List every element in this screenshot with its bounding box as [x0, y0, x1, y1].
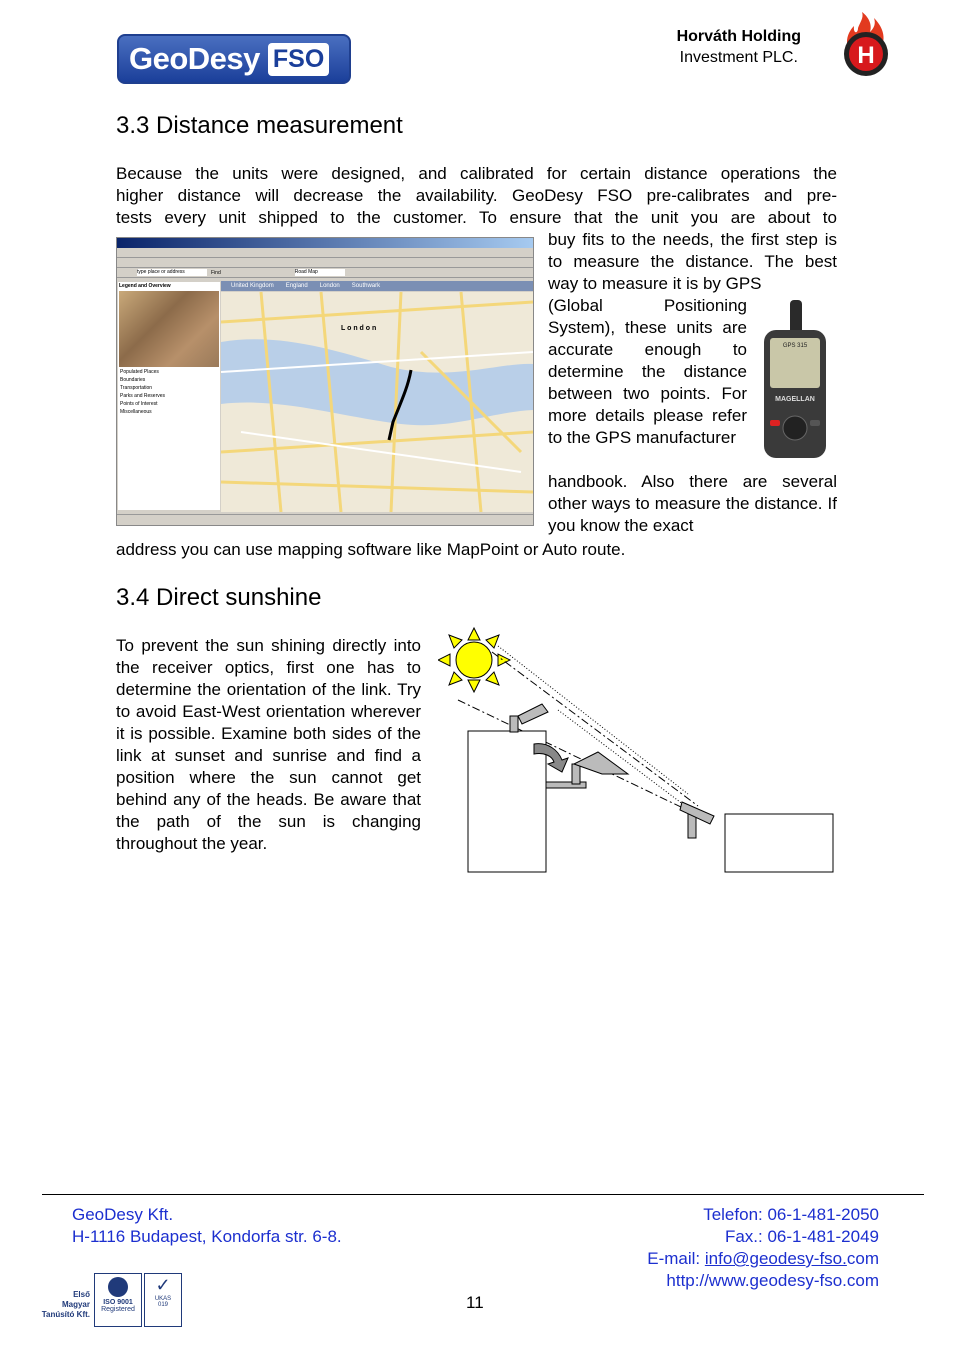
overview-map — [119, 291, 219, 367]
paragraph-last-line: address you can use mapping software like MapPoint or Auto route. — [116, 540, 626, 559]
mappoint-screenshot — [116, 237, 534, 526]
gps-model: GPS 315 — [782, 343, 808, 349]
gps-brand: MAGELLAN — [775, 396, 815, 403]
breadcrumb-item: Southwark — [351, 283, 381, 289]
fso-head-right — [680, 802, 714, 838]
footer-phone: Telefon: 06-1-481-2050 — [703, 1205, 879, 1224]
page-number: 11 — [466, 1293, 484, 1312]
email-suffix: com — [846, 1249, 879, 1268]
right-building — [725, 814, 833, 872]
screenshot-breadcrumb — [221, 281, 533, 291]
screenshot-search-box: type place or address — [137, 269, 207, 276]
cert-num: 019 — [157, 1302, 168, 1308]
footer-divider — [42, 1194, 924, 1195]
map-city-label: L o n d o n — [341, 325, 377, 332]
paragraph-side-text: buy fits to the needs, the first step is to measure the distance. The best way to measure it is by GPS — [548, 230, 837, 293]
cert-issuer-line: Magyar — [61, 1300, 90, 1309]
company-line-1: Horváth Holding — [676, 28, 801, 45]
badge-letter: H — [857, 42, 875, 69]
checkmark-icon: ✓ — [155, 1275, 171, 1295]
paragraph-line-1: Because the units were designed, and calibrated for certain distance operations the — [116, 164, 837, 183]
paragraph-narrow-text: (Global Positioning System), these units are accurate enough to determine the distance between two points. For more details please refer to the GPS manufacturer — [548, 296, 747, 447]
screenshot-toolbar-2 — [117, 268, 533, 278]
iso-9001-badge — [94, 1273, 142, 1327]
legend-panel-title: Legend and Overview — [119, 283, 171, 289]
section-heading-sunshine: 3.4 Direct sunshine — [116, 584, 322, 611]
cert-iso: ISO 9001 — [103, 1299, 133, 1306]
footer-website-link[interactable]: http://www.geodesy-fso.com — [666, 1271, 879, 1290]
horvath-flame-logo — [838, 12, 894, 80]
fso-head-top — [510, 704, 548, 732]
screenshot-find-label: Find — [211, 269, 221, 276]
screenshot-titlebar — [117, 238, 533, 248]
breadcrumb-item: England — [285, 283, 308, 289]
email-prefix: E-mail: — [647, 1249, 705, 1268]
street-map-drawing — [221, 292, 533, 512]
cert-registered: Registered — [101, 1306, 135, 1313]
email-link[interactable]: info@geodesy-fso. — [704, 1249, 847, 1268]
nqa-icon — [108, 1277, 128, 1297]
sunshine-diagram — [438, 624, 838, 876]
screenshot-toolbar-1 — [117, 258, 533, 268]
footer-fax: Fax.: 06-1-481-2049 — [724, 1227, 879, 1246]
footer-company: GeoDesy Kft. — [72, 1205, 174, 1224]
section-heading-distance: 3.3 Distance measurement — [116, 112, 403, 139]
sun-icon — [438, 628, 510, 692]
street-map — [221, 292, 533, 512]
screenshot-statusbar — [117, 514, 533, 525]
paragraph-after-text: handbook. Also there are several other ways to measure the distance. If you know the exact — [548, 472, 837, 535]
breadcrumb-item: United Kingdom — [231, 283, 274, 289]
gps-device-image — [762, 300, 828, 460]
legend-item: Transportation — [120, 385, 153, 391]
cert-ukas: UKAS — [154, 1296, 172, 1302]
cert-issuer-line: Első — [73, 1290, 90, 1299]
footer-address: H-1116 Budapest, Kondorfa str. 6-8. — [72, 1227, 342, 1246]
breadcrumb-item: London — [319, 283, 340, 289]
legend-item: Populated Places — [120, 369, 159, 375]
screenshot-map-style: Road Map — [295, 269, 345, 276]
ukas-badge — [144, 1273, 182, 1327]
paragraph-sunshine: To prevent the sun shining directly into the receiver optics, first one has to determine the orientation of the link. Try to avoid East-West orientation wherever it is possible. Examine both sides of the link at sunset and sunrise and find a position where the sun cannot get behind any of the heads. Be aware that the path of the sun is changing throughout the year. — [116, 636, 421, 853]
company-name — [677, 26, 801, 68]
logo-sub-text: FSO — [268, 43, 329, 76]
legend-item: Miscellaneous — [120, 409, 152, 415]
legend-item: Points of Interest — [120, 401, 158, 407]
legend-item: Boundaries — [120, 377, 146, 383]
footer-email — [647, 1248, 879, 1270]
legend-item: Parks and Reserves — [120, 393, 166, 399]
screenshot-menubar — [117, 248, 533, 258]
screenshot-legend-panel — [118, 282, 220, 510]
cert-issuer-text — [30, 1290, 90, 1320]
company-line-2: Investment PLC. — [679, 49, 798, 66]
paragraph-line-2: higher distance will decrease the availability. GeoDesy FSO pre-calibrates and pre- — [116, 186, 837, 205]
cert-issuer-line: Tanúsító Kft. — [41, 1310, 90, 1319]
logo-main-text: GeoDesy — [129, 41, 260, 76]
paragraph-line-3: tests every unit shipped to the customer. To ensure that the unit you are about to — [116, 208, 837, 227]
geodesy-fso-logo — [117, 34, 351, 84]
